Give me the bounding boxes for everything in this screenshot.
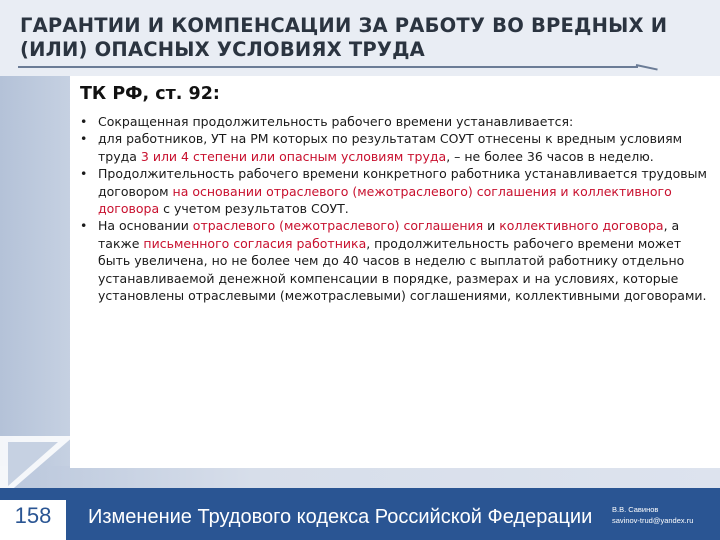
- highlighted-text: отраслевого (межотраслевого) соглашения: [192, 218, 484, 234]
- page-number: 158: [0, 500, 66, 540]
- bullet-item: [76, 113, 710, 130]
- bullet-text: На основании: [98, 218, 193, 234]
- bullet-item: [76, 217, 710, 304]
- article-reference: ТК РФ, ст. 92:: [80, 84, 220, 104]
- author-email: savinov-trud@yandex.ru: [612, 516, 694, 525]
- title-underline: [18, 66, 638, 68]
- highlighted-text: коллективного договора: [499, 218, 664, 234]
- bullet-list: [76, 113, 710, 304]
- bullet-text: , а также: [98, 218, 680, 251]
- bullet-text: Продолжительность рабочего времени конкретного работника устанавливается трудовым договором: [98, 166, 707, 199]
- bullet-text: с учетом результатов СОУТ.: [159, 201, 349, 217]
- bullet-text: , продолжительность рабочего времени может быть увеличена, но не более чем до 40 часов в неделю с выплатой работнику отдельно устанавливаемой денежной компенсации в порядке, размерах и на условиях, которые установлены отраслевыми (межотраслевыми) соглашениями, коллективными договорами.: [98, 235, 707, 304]
- bullet-item: [76, 130, 710, 165]
- bullet-text: Сокращенная продолжительность рабочего времени устанавливается:: [98, 114, 574, 129]
- bullet-text: и: [483, 218, 500, 234]
- footer-author: [612, 504, 716, 526]
- footer-title: Изменение Трудового кодекса Российской Федерации: [88, 506, 593, 528]
- author-name: В.В. Савинов: [612, 505, 659, 514]
- bullet-text: , – не более 36 часов в неделю.: [446, 148, 654, 164]
- highlighted-text: на основании отраслевого (межотраслевого) соглашения и коллективного договора: [98, 183, 672, 217]
- highlighted-text: письменного согласия работника: [143, 235, 367, 251]
- left-decorative-stripe: [0, 76, 72, 466]
- highlighted-text: 3 или 4 степени или опасным условиям труда: [140, 148, 447, 164]
- slide-title: ГАРАНТИИ И КОМПЕНСАЦИИ ЗА РАБОТУ ВО ВРЕДНЫХ И (ИЛИ) ОПАСНЫХ УСЛОВИЯХ ТРУДА: [20, 14, 668, 61]
- bullet-item: [76, 165, 710, 217]
- bullet-text: для работников, УТ на РМ которых по результатам СОУТ отнесены к вредным условиям труда: [98, 131, 683, 164]
